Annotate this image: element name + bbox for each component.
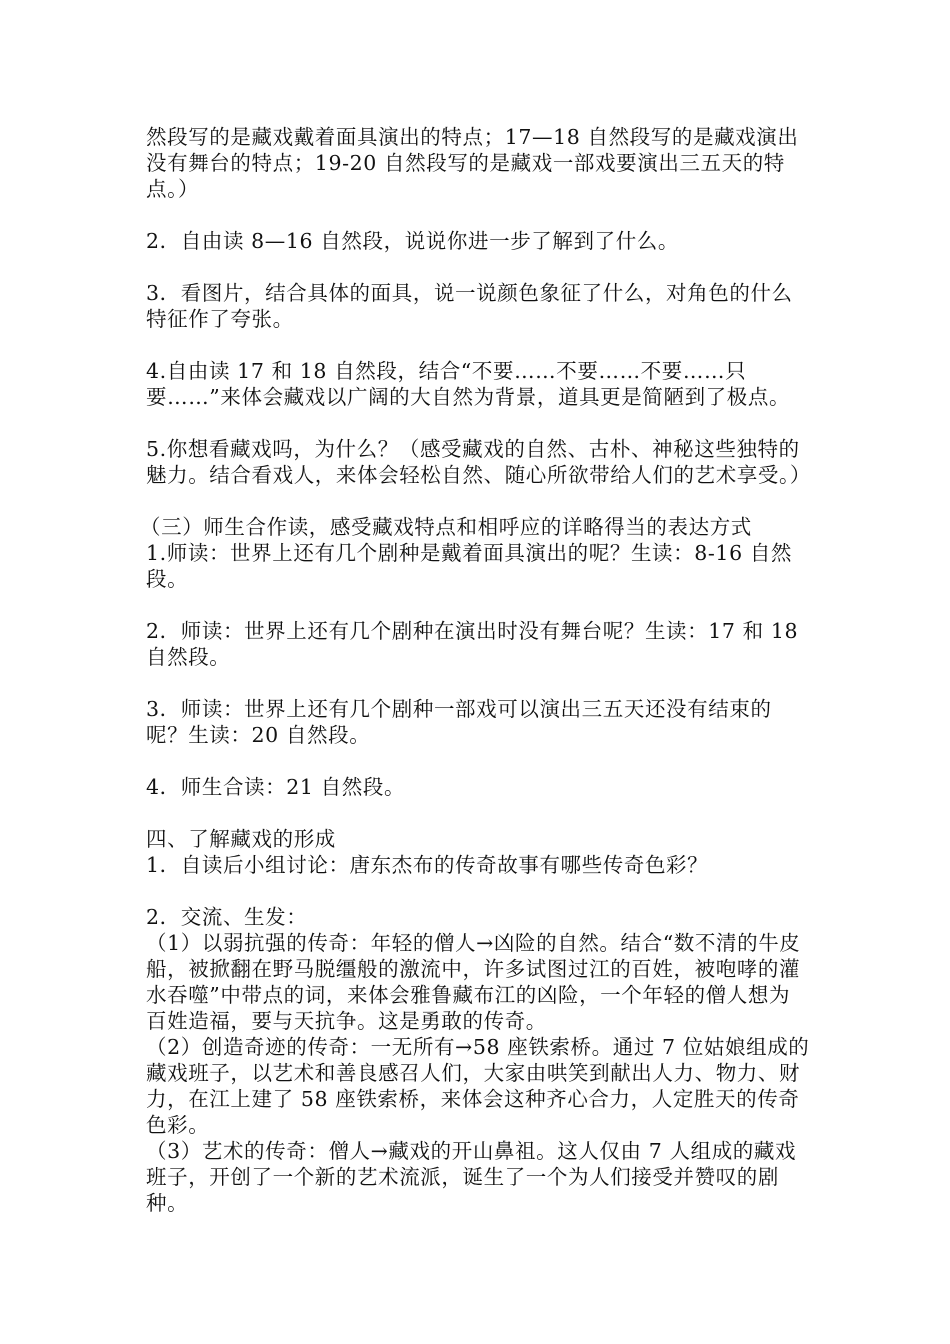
paragraph-legend-1: （1）以弱抗强的传奇：年轻的僧人→凶险的自然。结合“数不清的牛皮船，被掀翻在野马脱缰般的激流中，许多试图过江的百姓，被咆哮的灌水吞噬”中带点的词，来体会雅鲁藏布江的凶险，一个年轻的僧人想为百姓造福，要与天抗争。这是勇敢的传奇。: [146, 931, 801, 1033]
section-heading-cooperative-reading: （三）师生合作读，感受藏戏特点和相呼应的详略得当的表达方式: [140, 515, 752, 539]
document-body: [140, 124, 811, 1216]
paragraph-gap: [146, 254, 811, 280]
paragraph-gap: [146, 202, 811, 228]
paragraph-coop-4: 4．师生合读：21 自然段。: [146, 775, 406, 799]
paragraph-formation-1: 1．自读后小组讨论：唐东杰布的传奇故事有哪些传奇色彩？: [146, 853, 709, 877]
paragraph-gap: [146, 332, 811, 358]
paragraph-gap: [146, 800, 811, 826]
paragraph-gap: [146, 488, 811, 514]
paragraph-step-2: 2．自由读 8—16 自然段，说说你进一步了解到了什么。: [146, 229, 680, 253]
paragraph-coop-2: 2．师读：世界上还有几个剧种在演出时没有舞台呢？生读：17 和 18 自然段。: [146, 619, 799, 669]
paragraph-step-4: 4.自由读 17 和 18 自然段，结合“不要……不要……不要……只要……”来体会藏戏以广阔的大自然为背景，道具更是简陋到了极点。: [146, 359, 791, 409]
paragraph-gap: [146, 878, 811, 904]
paragraph-step-3: 3．看图片，结合具体的面具，说一说颜色象征了什么，对角色的什么特征作了夸张。: [146, 281, 793, 331]
paragraph-step-5: 5.你想看藏戏吗，为什么？（感受藏戏的自然、古朴、神秘这些独特的魅力。结合看戏人，来体会轻松自然、随心所欲带给人们的艺术享受。）: [146, 437, 811, 487]
paragraph-legend-3: （3）艺术的传奇：僧人→藏戏的开山鼻祖。这人仅由 7 人组成的藏戏班子，开创了一个新的艺术流派，诞生了一个为人们接受并赞叹的剧种。: [146, 1139, 797, 1215]
paragraph-legend-2: （2）创造奇迹的传奇：一无所有→58 座铁索桥。通过 7 位姑娘组成的藏戏班子，以艺术和善良感召人们，大家由哄笑到献出人力、物力、财力，在江上建了 58 座铁索桥，来体会这种齐心合力，人定胜天的传奇色彩。: [146, 1035, 810, 1137]
paragraph-formation-2: 2．交流、生发：: [146, 905, 308, 929]
paragraph-gap: [146, 670, 811, 696]
paragraph-gap: [146, 748, 811, 774]
paragraph-gap: [146, 410, 811, 436]
paragraph-coop-1: 1.师读：世界上还有几个剧种是戴着面具演出的呢？生读：8-16 自然段。: [146, 541, 793, 591]
paragraph-gap: [146, 592, 811, 618]
paragraph-intro-continuation: 然段写的是藏戏戴着面具演出的特点；17—18 自然段写的是藏戏演出没有舞台的特点；19-20 自然段写的是藏戏一部戏要演出三五天的特点。）: [146, 125, 799, 201]
section-heading-formation: 四、了解藏戏的形成: [146, 827, 336, 851]
paragraph-coop-3: 3．师读：世界上还有几个剧种一部戏可以演出三五天还没有结束的呢？生读：20 自然段。: [146, 697, 772, 747]
